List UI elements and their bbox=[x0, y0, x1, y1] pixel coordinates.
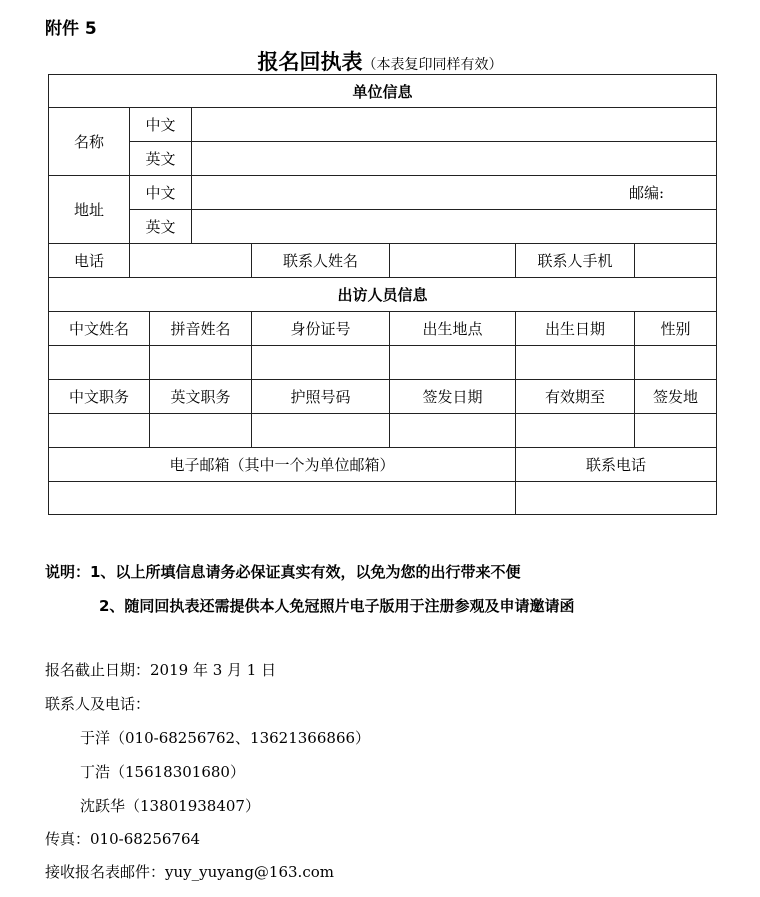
deadline-text: 报名截止日期：2019 年 3 月 1 日 bbox=[45, 661, 277, 679]
header-expiry-date: 有效期至 bbox=[516, 380, 635, 414]
postal-code-label: 邮编: bbox=[628, 184, 664, 202]
passport-number-field[interactable] bbox=[252, 414, 390, 448]
address-chinese-field[interactable] bbox=[192, 176, 717, 210]
address-english-label: 英文 bbox=[130, 210, 192, 244]
name-chinese-field[interactable] bbox=[192, 108, 717, 142]
title-sub: （本表复印同样有效） bbox=[362, 57, 503, 73]
registration-form-table bbox=[48, 74, 717, 515]
attachment-label: 附件 5 bbox=[45, 19, 97, 39]
header-english-title: 英文职务 bbox=[150, 380, 252, 414]
address-label: 地址 bbox=[49, 176, 130, 244]
contacts-label: 联系人及电话： bbox=[45, 695, 151, 713]
contact-shen-yuehua: 沈跃华（13801938407） bbox=[80, 797, 260, 815]
form-title bbox=[0, 46, 760, 76]
name-label: 名称 bbox=[49, 108, 130, 176]
title-main: 报名回执表 bbox=[257, 50, 363, 74]
contact-yu-yang: 于洋（010-68256762、13621366866） bbox=[80, 729, 371, 747]
contact-mobile-label: 联系人手机 bbox=[516, 244, 635, 278]
header-issue-place: 签发地 bbox=[635, 380, 717, 414]
email-address-text[interactable]: 接收报名表邮件：yuy_yuyang@163.com bbox=[45, 863, 334, 881]
header-gender: 性别 bbox=[635, 312, 717, 346]
id-number-field[interactable] bbox=[252, 346, 390, 380]
issue-place-field[interactable] bbox=[635, 414, 717, 448]
visitor-info-header: 出访人员信息 bbox=[49, 278, 717, 312]
header-passport-number: 护照号码 bbox=[252, 380, 390, 414]
header-birth-date: 出生日期 bbox=[516, 312, 635, 346]
header-chinese-title: 中文职务 bbox=[49, 380, 150, 414]
chinese-title-field[interactable] bbox=[49, 414, 150, 448]
birthplace-field[interactable] bbox=[390, 346, 516, 380]
contact-phone-label: 联系电话 bbox=[516, 448, 717, 482]
fax-text: 传真：010-68256764 bbox=[45, 830, 201, 848]
note-line-1: 说明：1、以上所填信息请务必保证真实有效，以免为您的出行带来不便 bbox=[45, 563, 521, 581]
email-label: 电子邮箱（其中一个为单位邮箱） bbox=[49, 448, 516, 482]
name-chinese-label: 中文 bbox=[130, 108, 192, 142]
email-field[interactable] bbox=[49, 482, 516, 515]
pinyin-name-field[interactable] bbox=[150, 346, 252, 380]
phone-label: 电话 bbox=[49, 244, 130, 278]
contact-phone-field[interactable] bbox=[516, 482, 717, 515]
contact-ding-hao: 丁浩（15618301680） bbox=[80, 763, 245, 781]
name-english-field[interactable] bbox=[192, 142, 717, 176]
chinese-name-field[interactable] bbox=[49, 346, 150, 380]
contact-name-label: 联系人姓名 bbox=[252, 244, 390, 278]
gender-field[interactable] bbox=[635, 346, 717, 380]
expiry-date-field[interactable] bbox=[516, 414, 635, 448]
header-id-number: 身份证号 bbox=[252, 312, 390, 346]
header-chinese-name: 中文姓名 bbox=[49, 312, 150, 346]
phone-field[interactable] bbox=[130, 244, 252, 278]
header-issue-date: 签发日期 bbox=[390, 380, 516, 414]
header-pinyin-name: 拼音姓名 bbox=[150, 312, 252, 346]
address-chinese-label: 中文 bbox=[130, 176, 192, 210]
name-english-label: 英文 bbox=[130, 142, 192, 176]
unit-info-header: 单位信息 bbox=[49, 75, 717, 108]
header-birthplace: 出生地点 bbox=[390, 312, 516, 346]
contact-name-field[interactable] bbox=[390, 244, 516, 278]
issue-date-field[interactable] bbox=[390, 414, 516, 448]
birth-date-field[interactable] bbox=[516, 346, 635, 380]
contact-mobile-field[interactable] bbox=[635, 244, 717, 278]
english-title-field[interactable] bbox=[150, 414, 252, 448]
address-english-field[interactable] bbox=[192, 210, 717, 244]
note-line-2: 2、随同回执表还需提供本人免冠照片电子版用于注册参观及申请邀请函 bbox=[99, 597, 575, 615]
